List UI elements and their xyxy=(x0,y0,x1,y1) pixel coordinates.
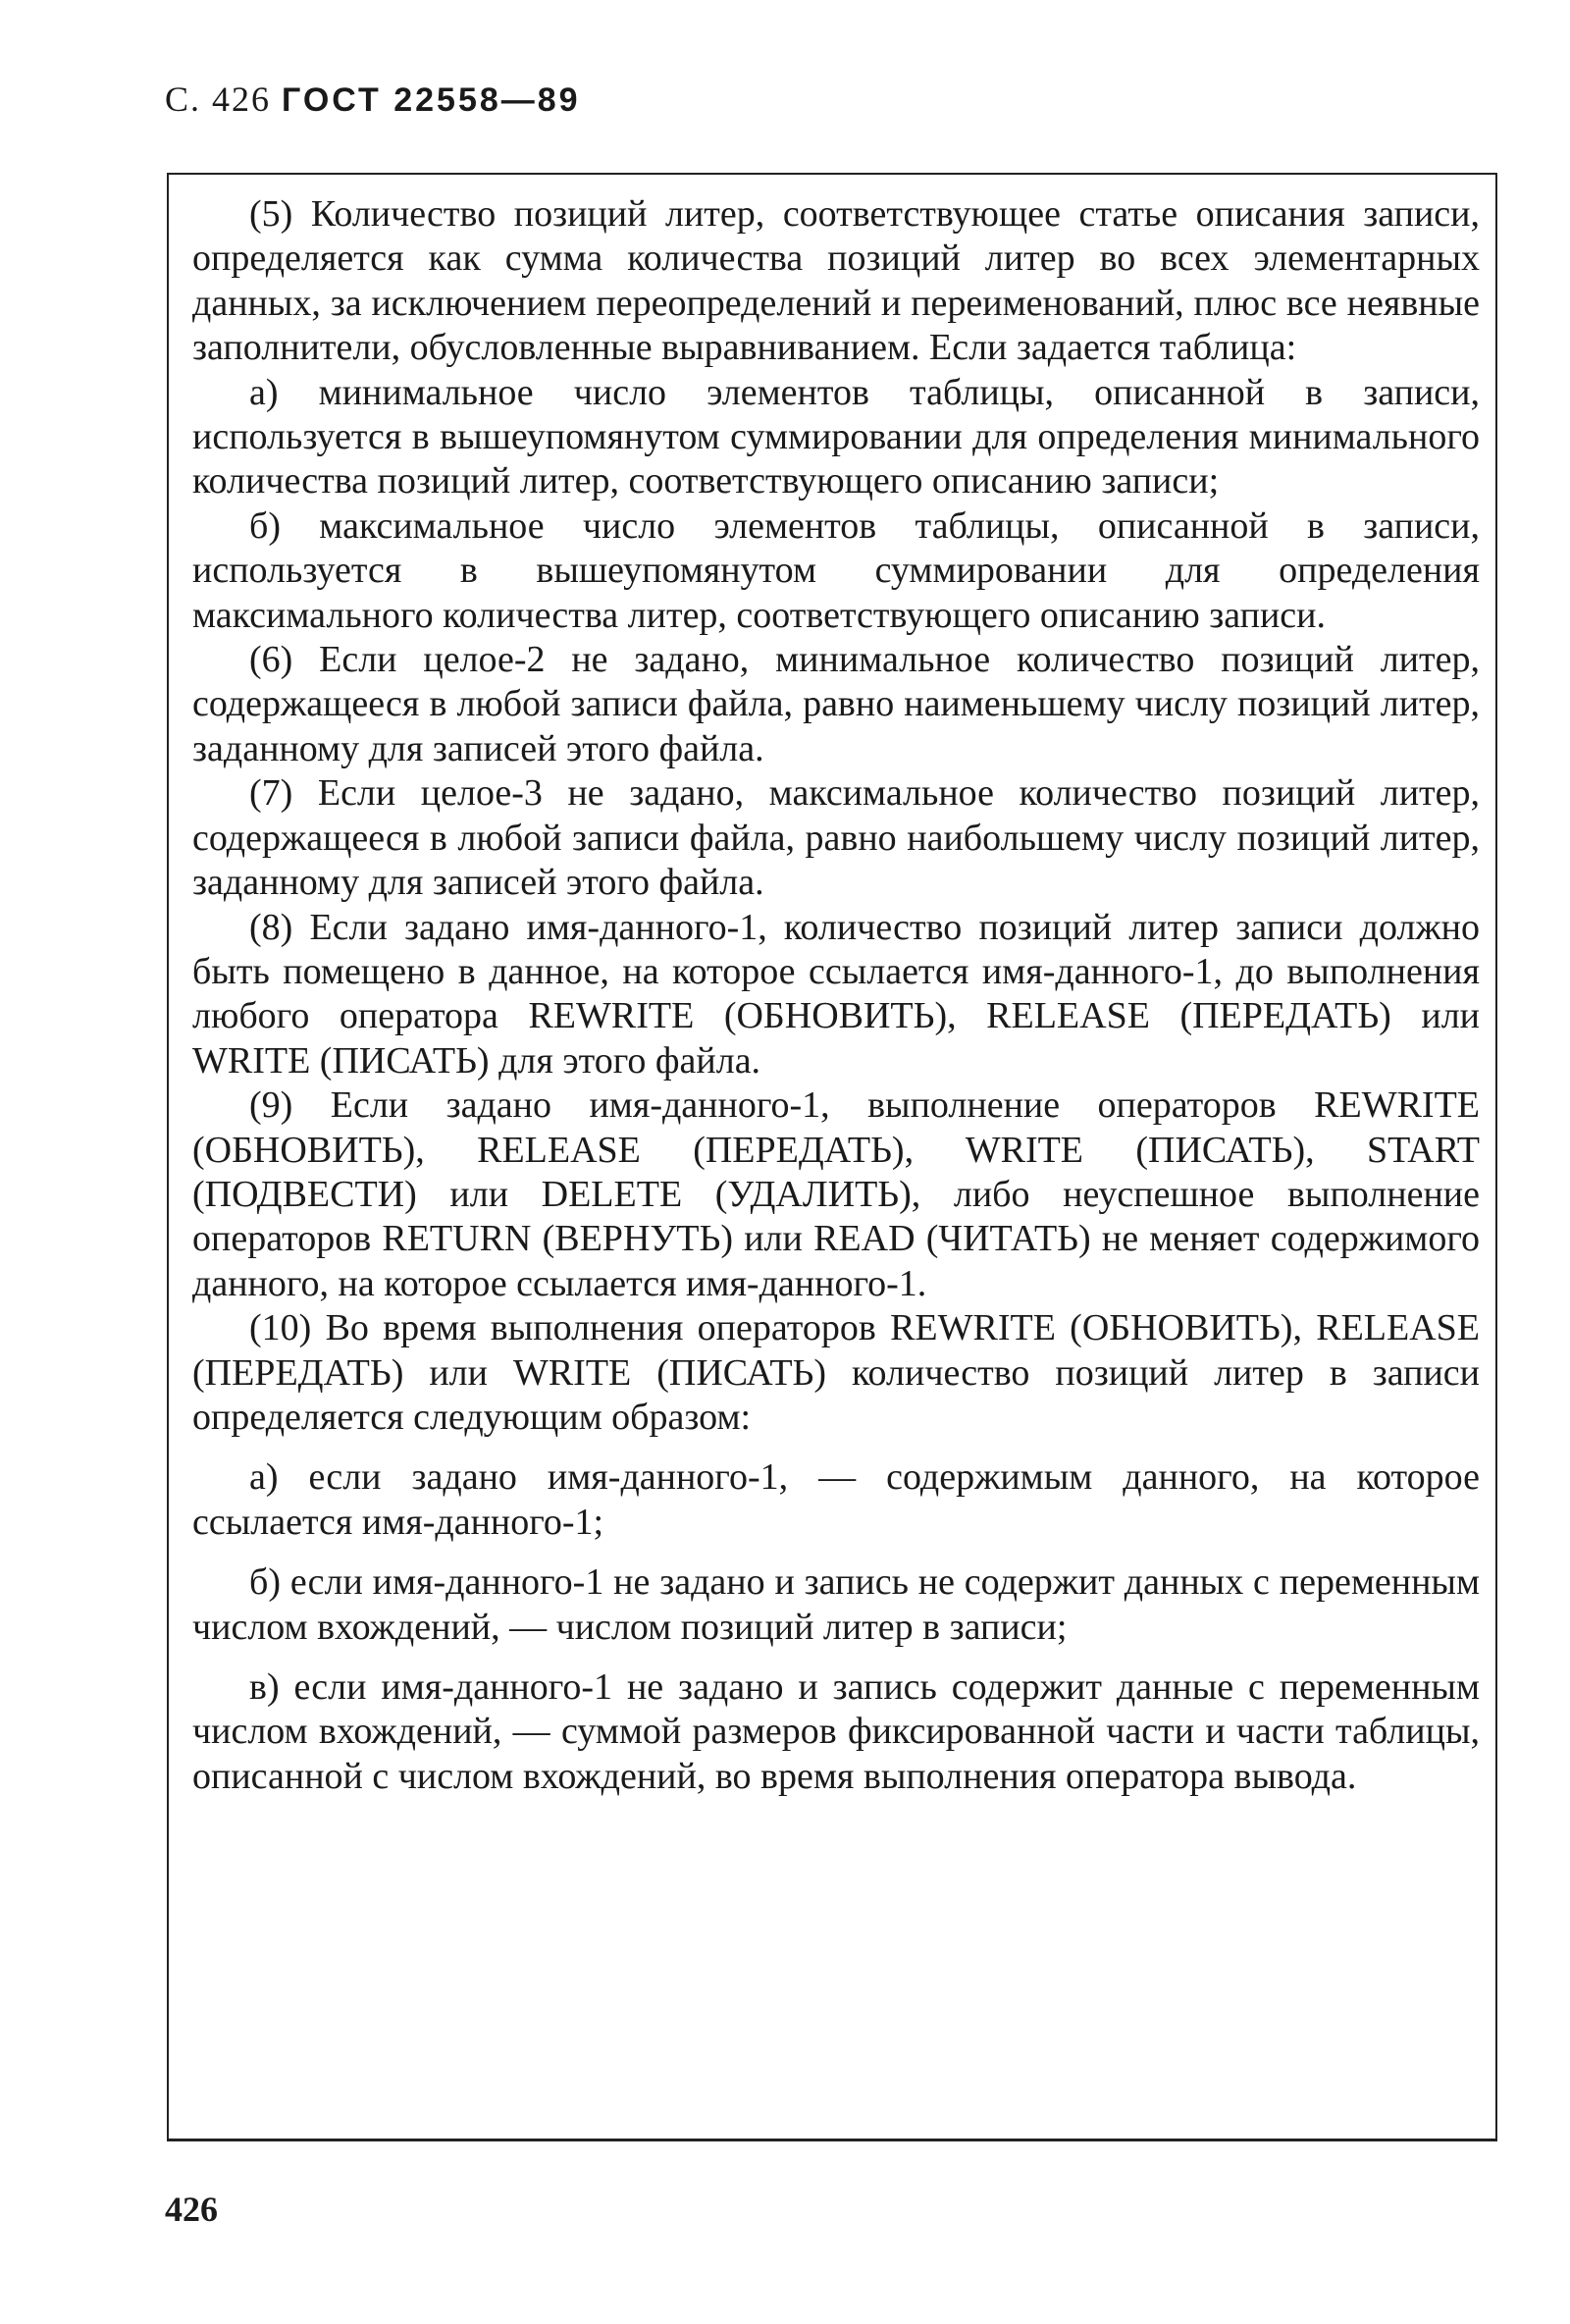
paragraph-5a: а) минимальное число элементов таблицы, описанной в записи, используется в вышеупомянутом суммировании для определения минимального количества позиций литер, соответствующего описанию записи; xyxy=(192,371,1480,502)
paragraph-8: (8) Если задано имя-данного-1, количество позиций литер записи должно быть помещено в данное, на которое ссылается имя-данного-1, до выполнения любого оператора REWRITE (ОБНОВИТЬ), RELEASE (ПЕРЕДАТЬ) или WRITE (ПИСАТЬ) для этого файла. xyxy=(192,906,1480,1082)
paragraph-9: (9) Если задано имя-данного-1, выполнение операторов REWRITE (ОБНОВИТЬ), RELEASE (ПЕРЕДАТЬ), WRITE (ПИСАТЬ), START (ПОДВЕСТИ) или DELETE (УДАЛИТЬ), либо неуспешное выполнение операторов RETURN (ВЕРНУТЬ) или READ (ЧИТАТЬ) не меняет содержимого данного, на которое ссылается имя-данного-1. xyxy=(192,1084,1480,1304)
paragraph-5: (5) Количество позиций литер, соответствующее статье описания записи, определяется как сумма количества позиций литер во всех элементарных данных, за исключением переопределений и переименований, плюс все неявные заполнители, обусловленные выравниванием. Если задается таблица: xyxy=(192,193,1480,369)
page-number: 426 xyxy=(165,2190,218,2229)
page-header xyxy=(165,79,581,120)
paragraph-10a: а) если задано имя-данного-1, — содержимым данного, на которое ссылается имя-данного-1; xyxy=(192,1456,1480,1543)
page-header-standard: ГОСТ 22558—89 xyxy=(282,81,581,119)
paragraph-10b: б) если имя-данного-1 не задано и запись не содержит данных с переменным числом вхождений, — числом позиций литер в записи; xyxy=(192,1561,1480,1648)
paragraph-5b: б) максимальное число элементов таблицы, описанной в записи, используется в вышеупомянутом суммировании для определения максимального количества литер, соответствующего описанию записи. xyxy=(192,504,1480,636)
page-header-prefix: С. 426 xyxy=(165,79,272,119)
paragraph-7: (7) Если целое-3 не задано, максимальное количество позиций литер, содержащееся в любой записи файла, равно наибольшему числу позиций литер, заданному для записей этого файла. xyxy=(192,772,1480,904)
paragraph-10c: в) если имя-данного-1 не задано и запись содержит данные с переменным числом вхождений, — суммой размеров фиксированной части и части таблицы, описанной с числом вхождений, во время выполнения оператора вывода. xyxy=(192,1666,1480,1797)
paragraph-6: (6) Если целое-2 не задано, минимальное количество позиций литер, содержащееся в любой записи файла, равно наименьшему числу позиций литер, заданному для записей этого файла. xyxy=(192,639,1480,769)
document-body xyxy=(192,192,1480,1799)
paragraph-10: (10) Во время выполнения операторов REWRITE (ОБНОВИТЬ), RELEASE (ПЕРЕДАТЬ) или WRITE (ПИСАТЬ) количество позиций литер в записи определяется следующим образом: xyxy=(192,1307,1480,1438)
